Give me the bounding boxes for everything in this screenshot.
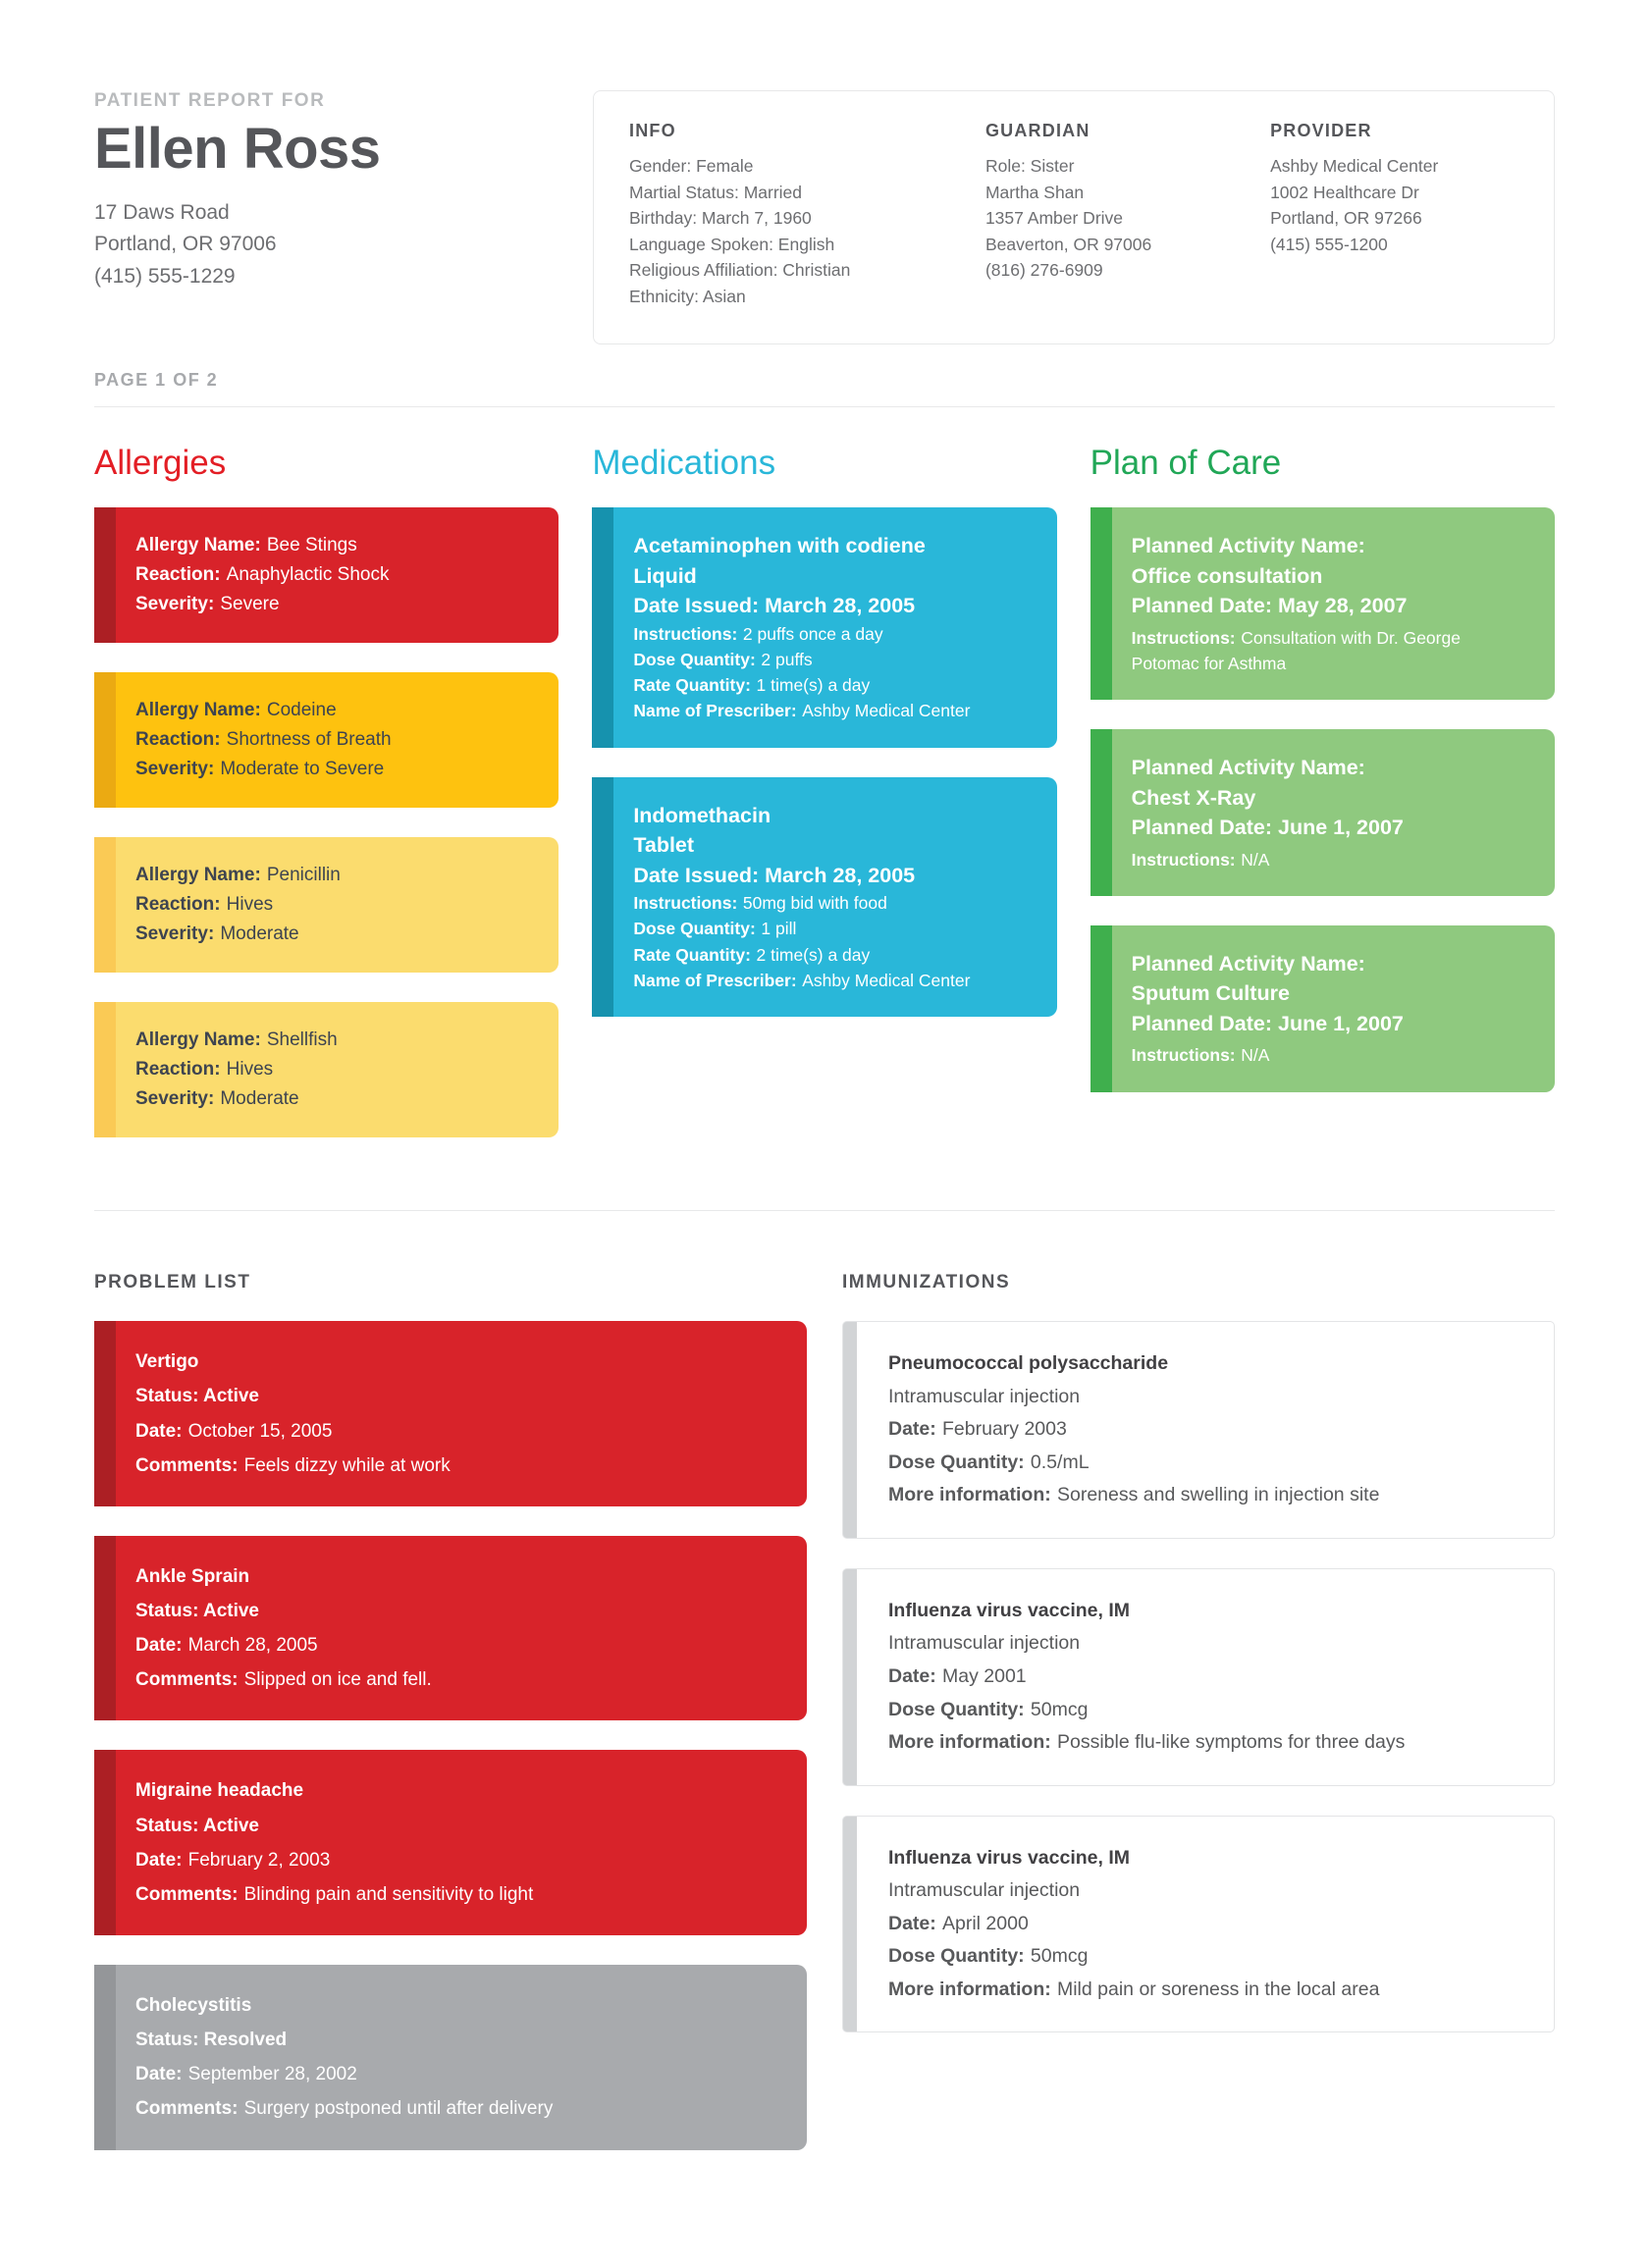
field-label: Allergy Name: xyxy=(135,865,261,886)
field-label: Rate Quantity: xyxy=(633,675,751,696)
field-value: Feels dizzy while at work xyxy=(243,1454,451,1476)
field-value: March 28, 2005 xyxy=(187,1635,318,1657)
problem-name: Cholecystitis xyxy=(135,1994,252,2016)
info-heading: INFO xyxy=(629,121,676,140)
field-line xyxy=(888,1661,1526,1694)
field-value: 2 puffs once a day xyxy=(742,623,883,644)
problem-card-resolved xyxy=(94,1965,807,2150)
field-label: Allergy Name: xyxy=(135,1029,261,1051)
patient-address xyxy=(94,197,556,293)
immunizations-heading: IMMUNIZATIONS xyxy=(842,1272,1011,1293)
field-line xyxy=(888,1694,1526,1727)
field-line xyxy=(135,1414,781,1449)
planned-activity-name: Sputum Culture xyxy=(1131,981,1290,1006)
problem-status: Status: Active xyxy=(135,1600,259,1621)
field-label: Reaction: xyxy=(135,729,221,751)
field-value: Hives xyxy=(226,894,274,916)
patient-name: Ellen Ross xyxy=(94,117,381,181)
field-value: February 2, 2003 xyxy=(187,1849,331,1871)
problem-status: Status: Resolved xyxy=(135,2030,288,2051)
field-label: Dose Quantity: xyxy=(633,649,756,669)
field-label: More information: xyxy=(888,1978,1051,2000)
field-value: May 2001 xyxy=(942,1664,1027,1687)
field-line xyxy=(633,968,1031,993)
field-line xyxy=(633,647,1031,672)
report-label: PATIENT REPORT FOR xyxy=(94,90,326,111)
info-line: Gender: Female xyxy=(629,156,754,176)
immunization-name: Pneumococcal polysaccharide xyxy=(888,1352,1169,1375)
detail-sections xyxy=(94,1272,1555,2149)
info-column xyxy=(629,121,956,310)
field-line xyxy=(135,1662,781,1697)
address-line: 17 Daws Road xyxy=(94,200,230,224)
info-line: (816) 276-6909 xyxy=(984,260,1103,281)
field-line xyxy=(135,1628,781,1662)
field-value: Blinding pain and sensitivity to light xyxy=(243,1883,534,1905)
medication-date-issued: Date Issued: March 28, 2005 xyxy=(633,594,916,618)
info-line: Martha Shan xyxy=(984,182,1085,202)
planned-activity-name: Chest X-Ray xyxy=(1131,785,1256,810)
field-line xyxy=(135,1026,533,1055)
field-value: 1 pill xyxy=(761,919,797,939)
field-label: Reaction: xyxy=(135,894,221,916)
field-line xyxy=(135,2057,781,2091)
field-line xyxy=(135,696,533,725)
field-value: Hives xyxy=(226,1059,274,1081)
problem-list-heading: PROBLEM LIST xyxy=(94,1272,251,1293)
planned-activity-label: Planned Activity Name: xyxy=(1131,951,1365,976)
medication-card xyxy=(592,507,1056,748)
field-value: Possible flu-like symptoms for three days xyxy=(1056,1731,1406,1754)
allergy-card xyxy=(94,1002,559,1137)
field-label: Dose Quantity: xyxy=(888,1698,1025,1720)
field-label: Date: xyxy=(888,1912,936,1934)
field-line xyxy=(135,890,533,920)
field-label: Dose Quantity: xyxy=(633,919,756,939)
planned-date: Planned Date: May 28, 2007 xyxy=(1131,594,1408,618)
problem-name: Ankle Sprain xyxy=(135,1565,250,1587)
plan-of-care-card-stack xyxy=(1090,507,1555,1092)
field-line xyxy=(135,755,533,784)
field-value: Moderate xyxy=(220,1088,299,1110)
info-line: (415) 555-1200 xyxy=(1270,234,1388,254)
field-label: Comments: xyxy=(135,1669,239,1691)
header-divider xyxy=(94,406,1555,407)
provider-column xyxy=(1270,121,1520,310)
field-line xyxy=(633,698,1031,723)
field-line xyxy=(1132,625,1529,677)
medication-name: Indomethacin xyxy=(633,803,771,827)
immunization-route: Intramuscular injection xyxy=(888,1879,1081,1902)
field-label: Instructions: xyxy=(1131,1045,1236,1066)
medications-section xyxy=(592,445,1056,1138)
problem-list-section xyxy=(94,1272,807,2149)
planned-activity-card xyxy=(1090,507,1555,700)
immunization-name: Influenza virus vaccine, IM xyxy=(888,1599,1130,1621)
section-divider xyxy=(94,1210,1555,1211)
field-label: Rate Quantity: xyxy=(633,944,751,965)
page-number-label: PAGE 1 OF 2 xyxy=(94,369,219,390)
planned-date: Planned Date: June 1, 2007 xyxy=(1131,816,1404,840)
field-value: September 28, 2002 xyxy=(187,2064,357,2085)
field-label: Dose Quantity: xyxy=(888,1945,1025,1968)
field-value: Slipped on ice and fell. xyxy=(243,1669,432,1691)
field-value: 2 puffs xyxy=(761,649,813,669)
field-value: Codeine xyxy=(266,700,337,721)
field-line xyxy=(888,1479,1526,1512)
field-value: Ashby Medical Center xyxy=(802,970,971,990)
field-line xyxy=(135,560,533,590)
field-label: Date: xyxy=(135,1849,183,1871)
field-value: Severe xyxy=(220,594,280,615)
field-line xyxy=(135,1877,781,1912)
field-line xyxy=(135,1084,533,1114)
field-label: Date: xyxy=(888,1664,936,1687)
medication-form: Tablet xyxy=(633,833,695,858)
info-line: 1357 Amber Drive xyxy=(984,208,1124,229)
planned-activity-label: Planned Activity Name: xyxy=(1131,534,1365,558)
problem-status: Status: Active xyxy=(135,1386,259,1407)
field-label: Instructions: xyxy=(633,893,738,914)
field-label: Date: xyxy=(135,1635,183,1657)
immunizations-section xyxy=(842,1272,1555,2149)
medication-date-issued: Date Issued: March 28, 2005 xyxy=(633,863,916,887)
field-label: Date: xyxy=(888,1418,936,1441)
field-label: Severity: xyxy=(135,594,215,615)
field-value: Soreness and swelling in injection site xyxy=(1056,1484,1380,1506)
field-line xyxy=(135,920,533,949)
field-line xyxy=(135,1449,781,1483)
immunizations-card-stack xyxy=(842,1321,1555,2032)
field-label: Allergy Name: xyxy=(135,700,261,721)
medication-name: Acetaminophen with codiene xyxy=(633,534,926,558)
problem-name: Migraine headache xyxy=(135,1780,304,1802)
field-label: More information: xyxy=(888,1731,1051,1754)
plan-of-care-heading: Plan of Care xyxy=(1090,443,1282,482)
field-value: 2 time(s) a day xyxy=(756,944,871,965)
field-label: Dose Quantity: xyxy=(888,1450,1025,1473)
field-label: Severity: xyxy=(135,1088,215,1110)
field-line xyxy=(135,1055,533,1084)
field-value: Moderate to Severe xyxy=(220,759,385,780)
info-line: Birthday: March 7, 1960 xyxy=(629,208,812,229)
field-value: Moderate xyxy=(220,923,299,945)
field-value: Ashby Medical Center xyxy=(802,701,971,721)
medication-form: Liquid xyxy=(633,563,697,588)
field-value: Bee Stings xyxy=(266,535,357,556)
field-label: Severity: xyxy=(135,759,215,780)
field-line xyxy=(135,531,533,560)
field-label: Reaction: xyxy=(135,1059,221,1081)
summary-sections xyxy=(94,445,1555,1138)
info-line: Beaverton, OR 97006 xyxy=(984,234,1152,254)
allergies-card-stack xyxy=(94,507,559,1137)
problem-name: Vertigo xyxy=(135,1351,199,1373)
allergies-section xyxy=(94,445,559,1138)
provider-heading: PROVIDER xyxy=(1270,121,1372,140)
field-value: N/A xyxy=(1241,849,1270,870)
medications-card-stack xyxy=(592,507,1056,1017)
field-value: Penicillin xyxy=(266,865,341,886)
field-value: Shellfish xyxy=(266,1029,338,1051)
field-value: 1 time(s) a day xyxy=(756,675,871,696)
field-value: Surgery postponed until after delivery xyxy=(243,2098,554,2120)
problem-card xyxy=(94,1321,807,1506)
field-label: Date: xyxy=(135,1420,183,1442)
field-line xyxy=(633,890,1031,916)
problem-card xyxy=(94,1536,807,1721)
field-value: October 15, 2005 xyxy=(187,1420,333,1442)
allergies-heading: Allergies xyxy=(94,443,227,482)
info-line: Language Spoken: English xyxy=(629,234,835,254)
field-value: 50mg bid with food xyxy=(742,893,887,914)
field-line xyxy=(888,1726,1526,1760)
problem-list-card-stack xyxy=(94,1321,807,2149)
problem-card xyxy=(94,1750,807,1935)
allergy-card xyxy=(94,507,559,643)
field-line xyxy=(633,942,1031,968)
field-label: Severity: xyxy=(135,923,215,945)
patient-info-panel xyxy=(593,90,1555,344)
planned-activity-label: Planned Activity Name: xyxy=(1131,756,1365,780)
immunization-card xyxy=(842,1568,1555,1786)
info-line: Role: Sister xyxy=(984,156,1075,176)
field-line xyxy=(135,1843,781,1877)
patient-phone: (415) 555-1229 xyxy=(94,264,236,288)
field-label: More information: xyxy=(888,1484,1051,1506)
patient-block xyxy=(94,90,556,293)
field-label: Name of Prescriber: xyxy=(633,701,797,721)
field-label: Allergy Name: xyxy=(135,535,261,556)
field-label: Date: xyxy=(135,2064,183,2085)
field-value: February 2003 xyxy=(942,1418,1067,1441)
field-line xyxy=(135,861,533,890)
field-value: April 2000 xyxy=(942,1912,1029,1934)
medications-heading: Medications xyxy=(592,443,776,482)
plan-of-care-section xyxy=(1090,445,1555,1138)
field-line xyxy=(1132,847,1529,872)
immunization-name: Influenza virus vaccine, IM xyxy=(888,1846,1130,1869)
planned-activity-card xyxy=(1090,925,1555,1092)
field-line xyxy=(888,1413,1526,1447)
immunization-card xyxy=(842,1321,1555,1539)
field-label: Name of Prescriber: xyxy=(633,970,797,990)
field-label: Comments: xyxy=(135,2098,239,2120)
field-value: Anaphylactic Shock xyxy=(226,564,390,586)
allergy-card xyxy=(94,837,559,973)
immunization-route: Intramuscular injection xyxy=(888,1632,1081,1655)
field-label: Comments: xyxy=(135,1454,239,1476)
field-value: 50mcg xyxy=(1030,1945,1089,1968)
planned-activity-card xyxy=(1090,729,1555,896)
field-value: Mild pain or soreness in the local area xyxy=(1056,1978,1380,2000)
info-line: Martial Status: Married xyxy=(629,182,803,202)
field-line xyxy=(888,1940,1526,1974)
field-label: Instructions: xyxy=(633,623,738,644)
field-line xyxy=(135,2091,781,2126)
field-value: Consultation with Dr. George Potomac for Asthma xyxy=(1131,627,1461,673)
field-line xyxy=(888,1908,1526,1941)
planned-date: Planned Date: June 1, 2007 xyxy=(1131,1011,1404,1035)
immunization-card xyxy=(842,1816,1555,2033)
immunization-route: Intramuscular injection xyxy=(888,1385,1081,1407)
info-line: Religious Affiliation: Christian xyxy=(629,260,851,281)
field-line xyxy=(135,590,533,619)
field-line xyxy=(135,725,533,755)
info-line: Ethnicity: Asian xyxy=(629,286,746,306)
problem-status: Status: Active xyxy=(135,1815,259,1836)
field-line xyxy=(888,1447,1526,1480)
field-line xyxy=(888,1974,1526,2007)
address-line: Portland, OR 97006 xyxy=(94,233,277,256)
field-line xyxy=(1132,1042,1529,1068)
field-line xyxy=(633,672,1031,698)
field-label: Instructions: xyxy=(1131,627,1236,648)
guardian-heading: GUARDIAN xyxy=(984,121,1090,140)
field-label: Reaction: xyxy=(135,564,221,586)
allergy-card xyxy=(94,672,559,808)
field-label: Comments: xyxy=(135,1883,239,1905)
field-value: N/A xyxy=(1241,1045,1270,1066)
medication-card xyxy=(592,777,1056,1018)
field-value: 50mcg xyxy=(1030,1698,1089,1720)
field-label: Instructions: xyxy=(1131,849,1236,870)
field-value: Shortness of Breath xyxy=(226,729,392,751)
field-line xyxy=(633,916,1031,941)
info-line: Portland, OR 97266 xyxy=(1270,208,1422,229)
info-line: 1002 Healthcare Dr xyxy=(1270,182,1419,202)
field-value: 0.5/mL xyxy=(1030,1450,1090,1473)
planned-activity-name: Office consultation xyxy=(1131,563,1323,588)
guardian-column xyxy=(985,121,1241,310)
field-line xyxy=(633,621,1031,647)
report-header xyxy=(94,90,1555,344)
info-line: Ashby Medical Center xyxy=(1270,156,1439,176)
